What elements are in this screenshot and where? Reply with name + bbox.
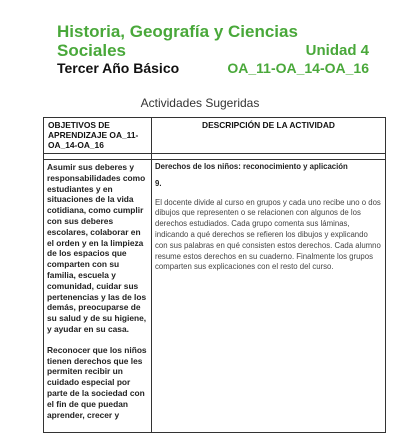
activity-title: Derechos de los niños: reconocimiento y aplicación	[155, 162, 348, 171]
table-header-row	[44, 118, 386, 154]
grade-label: Tercer Año Básico	[57, 60, 180, 76]
objective-text-2: Reconocer que los niños tienen derechos que les permiten recibir un cuidado especial por parte de la sociedad con el fin de que puedan aprender, crecer y	[47, 344, 147, 420]
activities-table	[43, 117, 386, 433]
description-column-header: DESCRIPCIÓN DE LA ACTIVIDAD	[152, 118, 386, 154]
table-row	[44, 160, 386, 433]
activity-description: El docente divide al curso en grupos y cada uno recibe uno o dos dibujos que representen o se relacionen con algunos de los derechos estudiados. Cada grupo comenta sus láminas, indicando a qué derechos se refieren los dibujos y explicando con sus palabras en qué consisten estos derechos. Cada alumno resume estos derechos en su cuaderno. Finalmente los grupos comparten sus explicaciones con el resto del curso.	[155, 197, 381, 272]
grade-row	[57, 60, 375, 77]
activity-number: 9.	[155, 178, 162, 188]
activity-cell	[152, 160, 386, 433]
section-title: Actividades Sugeridas	[140, 96, 260, 110]
objectives-cell	[44, 160, 152, 433]
subject-title-line1: Historia, Geografía y Ciencias	[57, 22, 298, 41]
subject-title-line2: Sociales	[57, 41, 126, 60]
objectives-column-header: OBJETIVOS DE APRENDIZAJE OA_11-OA_14-OA_16	[44, 118, 152, 154]
objective-text-1: Asumir sus deberes y responsabilidades como estudiantes y en situaciones de la vida cotidiana, como cumplir con sus deberes escolares, colaborar en el orden y en la limpieza de los espacios que comparten con su familia, escuela y comunidad, cuidar sus pertenencias y las de los demás, preocuparse de su salud y de su higiene, y ayudar en su casa.	[47, 162, 147, 334]
document-header	[57, 22, 375, 77]
objective-codes: OA_11-OA_14-OA_16	[227, 60, 369, 76]
title-row2	[57, 41, 375, 60]
unit-label: Unidad 4	[305, 42, 369, 59]
